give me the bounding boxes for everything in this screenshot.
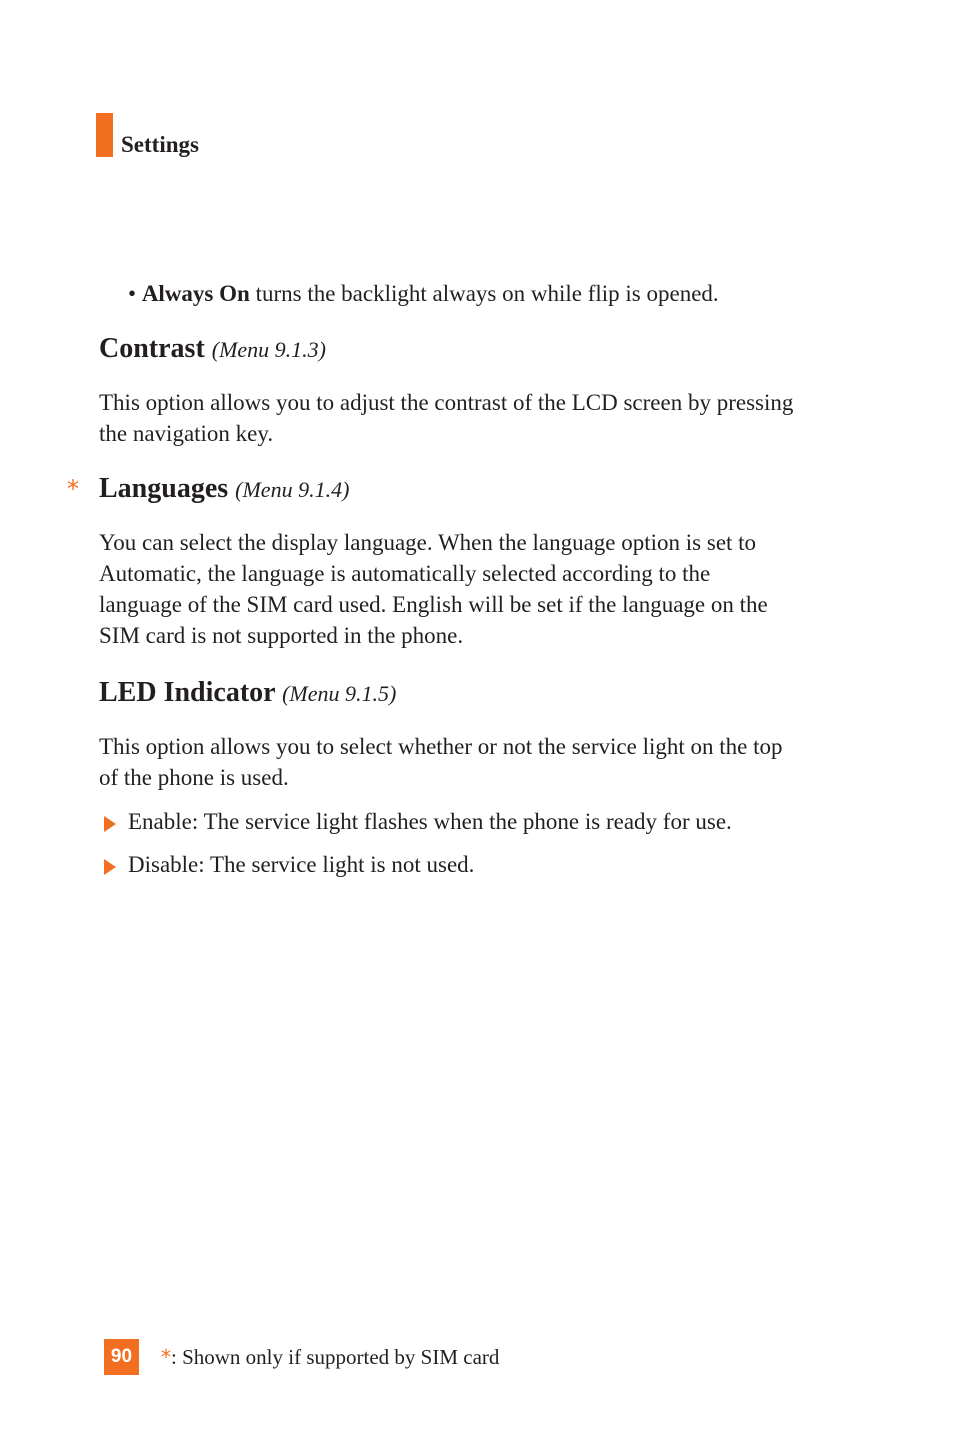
section-title: Settings [121,132,199,157]
led-indicator-heading [99,676,396,711]
contrast-heading [99,332,326,367]
led-indicator-menu-ref: (Menu 9.1.5) [282,681,397,706]
bullet-glyph: • [128,281,137,306]
triangle-bullet-icon [104,816,116,832]
languages-description: You can select the display language. When the language option is set to Automatic, the language is automatically selected according to the language of the SIM card used. English will be set if the language on the SIM card is not supported in the phone. [99,530,768,648]
triangle-bullet-icon [104,859,116,875]
contrast-menu-ref: (Menu 9.1.3) [211,337,327,362]
footnote-marker: * [161,1345,171,1369]
always-on-bullet [128,279,719,309]
contrast-title: Contrast [99,333,205,364]
footnote [161,1343,499,1371]
page-number: 90 [104,1339,139,1375]
contrast-description: This option allows you to adjust the contrast of the LCD screen by pressing the navigation key. [99,390,794,446]
section-marker-bar [96,113,113,157]
always-on-description: turns the backlight always on while flip is opened. [255,281,719,306]
footnote-text: : Shown only if supported by SIM card [171,1345,500,1369]
languages-title: Languages [99,473,229,504]
always-on-term: Always On [141,281,250,306]
led-indicator-title: LED Indicator [99,677,276,708]
enable-option-text: Enable: The service light flashes when the phone is ready for use. [128,809,732,834]
led-indicator-description: This option allows you to select whether or not the service light on the top of the phone is used. [99,734,783,790]
languages-heading [99,472,349,507]
sim-dependent-marker: * [67,475,79,503]
disable-option-text: Disable: The service light is not used. [128,852,475,877]
languages-menu-ref: (Menu 9.1.4) [235,477,350,502]
